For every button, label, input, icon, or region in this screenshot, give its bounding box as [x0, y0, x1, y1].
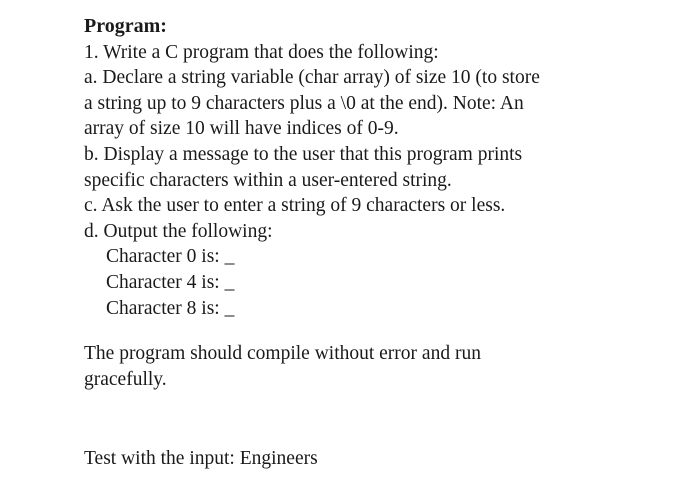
spacer: [84, 392, 664, 446]
test-input-line: Test with the input: Engineers: [84, 448, 318, 470]
document: [84, 14, 664, 472]
output-line: Character 4 is: _: [106, 271, 235, 293]
instruction-line: c. Ask the user to enter a string of 9 characters or less.: [84, 195, 506, 217]
closing-line: gracefully.: [84, 368, 167, 390]
instruction-line: a. Declare a string variable (char array) of size 10 (to store: [84, 67, 540, 89]
output-line: Character 0 is: _: [106, 246, 235, 268]
program-heading: Program:: [84, 15, 167, 37]
instruction-line: 1. Write a C program that does the following:: [84, 41, 439, 63]
instruction-line: b. Display a message to the user that this program prints: [84, 143, 523, 165]
instruction-line: specific characters within a user-entered string.: [84, 169, 452, 191]
instruction-line: a string up to 9 characters plus a \0 at the end). Note: An: [84, 92, 524, 114]
instruction-line: d. Output the following:: [84, 220, 273, 242]
spacer: [84, 321, 664, 341]
closing-line: The program should compile without error and run: [84, 343, 481, 365]
instruction-line: array of size 10 will have indices of 0-9.: [84, 118, 399, 140]
output-line: Character 8 is: _: [106, 297, 235, 319]
